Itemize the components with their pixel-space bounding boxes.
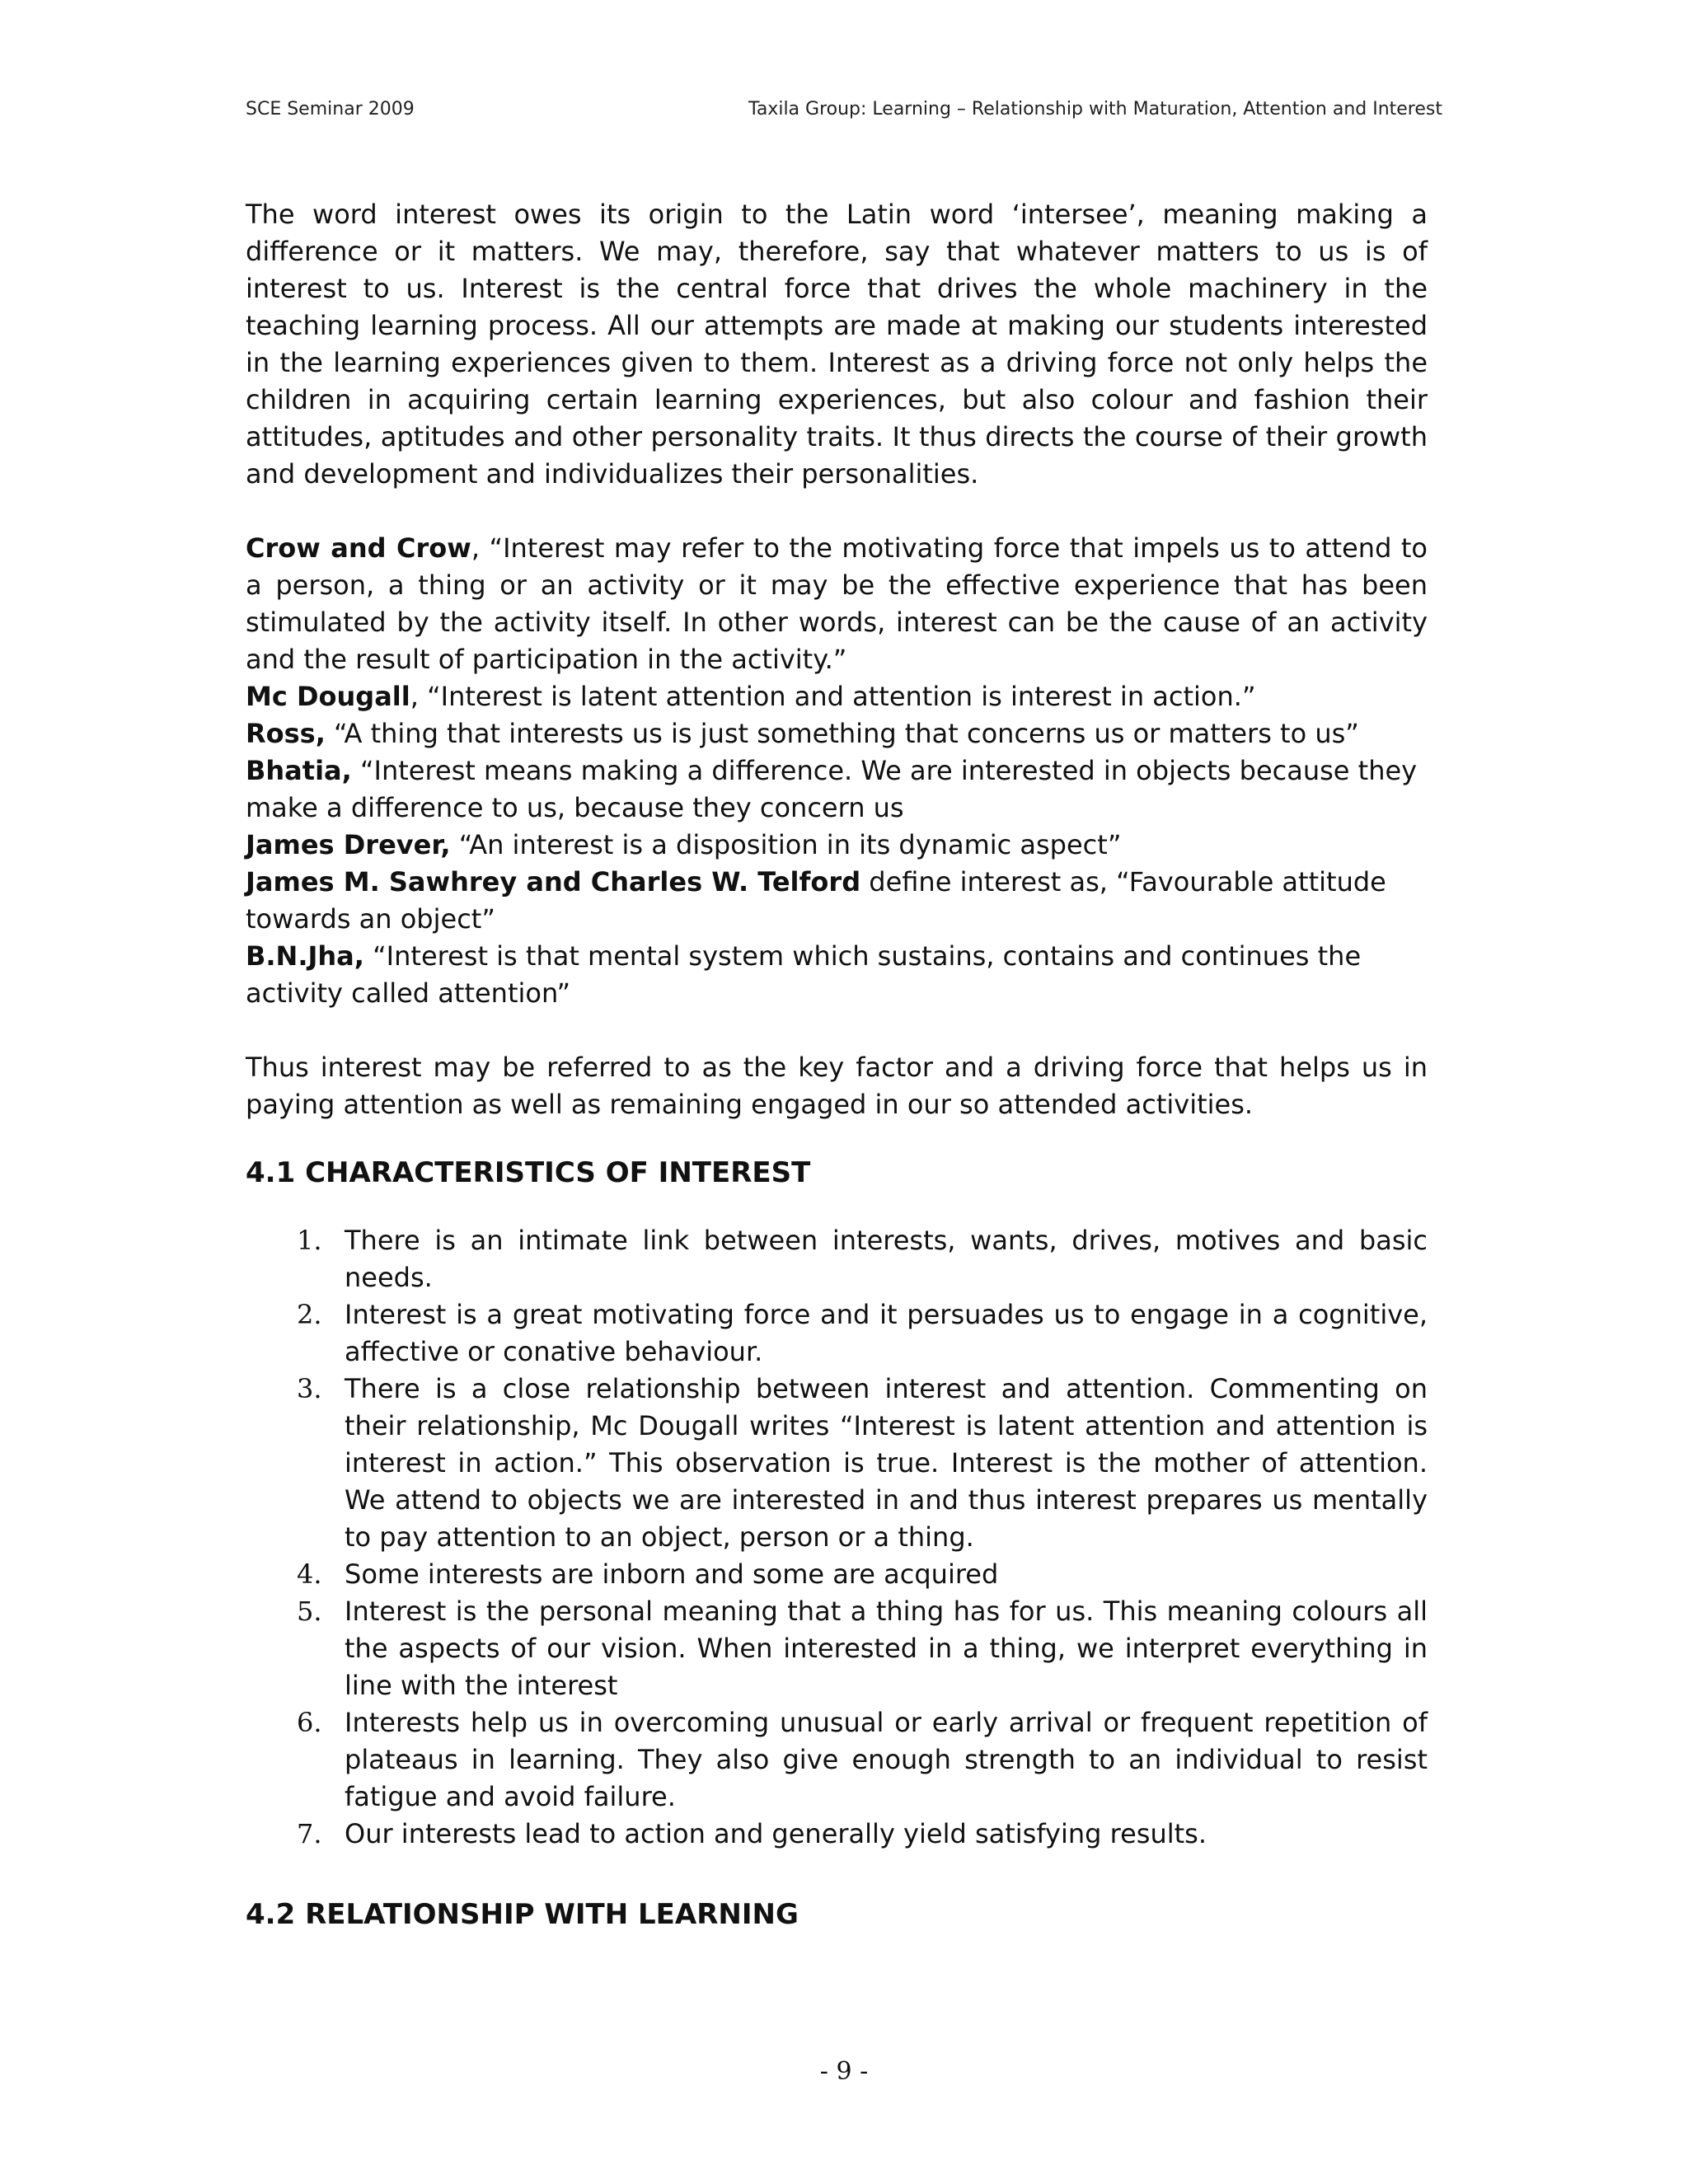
- definition-author: B.N.Jha,: [246, 940, 364, 972]
- list-item-text: Some interests are inborn and some are acquired: [345, 1558, 999, 1590]
- page-number: - 9 -: [819, 2057, 869, 2086]
- list-number: 6.: [297, 1707, 322, 1738]
- definition-text: “A thing that interests us is just something that concerns us or matters to us”: [325, 718, 1359, 749]
- document-body: [246, 196, 1428, 1935]
- list-number: 2.: [297, 1299, 322, 1330]
- definition: [246, 827, 1428, 864]
- list-item-text: There is an intimate link between interests, wants, drives, motives and basic needs.: [345, 1225, 1428, 1293]
- list-number: 7.: [297, 1818, 322, 1849]
- definition-text: , “Interest is latent attention and attention is interest in action.”: [410, 681, 1256, 712]
- definition-text: “Interest is that mental system which sustains, contains and continues the activity called attention”: [246, 940, 1362, 1009]
- list-item: [297, 1593, 1428, 1704]
- definition-author: Crow and Crow: [246, 532, 471, 564]
- list-number: 4.: [297, 1558, 322, 1590]
- definition: [246, 715, 1428, 752]
- intro-paragraph: The word interest owes its origin to the Latin word ‘intersee’, meaning making a difference or it matters. We may, therefore, say that whatever matters to us is of interest to us. Interest is the central force that drives the whole machinery in the teaching learning process. All our attempts are made at making our students interested in the learning experiences given to them. Interest as a driving force not only helps the children in acquiring certain learning experiences, but also colour and fashion their attitudes, aptitudes and other personality traits. It thus directs the course of their growth and development and individualizes their personalities.: [246, 199, 1428, 490]
- list-item: [297, 1704, 1428, 1816]
- definition: [246, 938, 1428, 1012]
- list-item-text: Our interests lead to action and generally yield satisfying results.: [345, 1818, 1207, 1849]
- definition-text: define interest as, “Favourable attitude towards an object”: [246, 866, 1386, 935]
- page-header: [246, 99, 1442, 120]
- summary-paragraph: Thus interest may be referred to as the key factor and a driving force that helps us in paying attention as well as remaining engaged in our so attended activities.: [246, 1052, 1428, 1120]
- list-item-text: There is a close relationship between interest and attention. Commenting on their relationship, Mc Dougall writes “Interest is latent attention and attention is interest in action.” This observation is true. Interest is the mother of attention. We attend to objects we are interested in and thus interest prepares us mentally to pay attention to an object, person or a thing.: [345, 1373, 1428, 1553]
- list-number: 5.: [297, 1596, 322, 1627]
- definition-author: Ross,: [246, 718, 326, 749]
- list-item: [297, 1816, 1428, 1853]
- list-item: [297, 1296, 1428, 1371]
- section-heading: 4.2 RELATIONSHIP WITH LEARNING: [246, 1898, 799, 1931]
- definition-author: James Drever,: [246, 829, 451, 860]
- definition: [246, 530, 1428, 678]
- definition-text: “An interest is a disposition in its dynamic aspect”: [450, 829, 1122, 860]
- definition-text: “Interest means making a difference. We are interested in objects because they make a difference to us, because they concern us: [246, 755, 1418, 823]
- definition-author: Mc Dougall: [246, 681, 410, 712]
- list-item-text: Interest is a great motivating force and it persuades us to engage in a cognitive, affective or conative behaviour.: [345, 1299, 1428, 1367]
- characteristics-list: [246, 1222, 1428, 1853]
- definition-author: Bhatia,: [246, 755, 352, 786]
- definition-text: , “Interest may refer to the motivating force that impels us to attend to a person, a thing or an activity or it may be the effective experience that has been stimulated by the activity itself. In other words, interest can be the cause of an activity and the result of participation in the activity.”: [246, 532, 1428, 675]
- list-number: 3.: [297, 1373, 322, 1404]
- definition: [246, 678, 1428, 715]
- list-item: [297, 1556, 1428, 1593]
- definition-author: James M. Sawhrey and Charles W. Telford: [246, 866, 861, 898]
- header-right: Taxila Group: Learning – Relationship with Maturation, Attention and Interest: [748, 99, 1442, 120]
- section-heading: 4.1 CHARACTERISTICS OF INTEREST: [246, 1156, 811, 1189]
- definition: [246, 864, 1428, 938]
- list-item: [297, 1222, 1428, 1296]
- list-item-text: Interests help us in overcoming unusual or early arrival or frequent repetition of plateaus in learning. They also give enough strength to an individual to resist fatigue and avoid failure.: [345, 1707, 1428, 1812]
- definition: [246, 752, 1428, 827]
- list-number: 1.: [297, 1225, 322, 1256]
- definitions-block: [246, 530, 1428, 1012]
- list-item-text: Interest is the personal meaning that a thing has for us. This meaning colours all the aspects of our vision. When interested in a thing, we interpret everything in line with the interest: [345, 1596, 1428, 1701]
- header-left: SCE Seminar 2009: [246, 99, 415, 120]
- list-item: [297, 1371, 1428, 1556]
